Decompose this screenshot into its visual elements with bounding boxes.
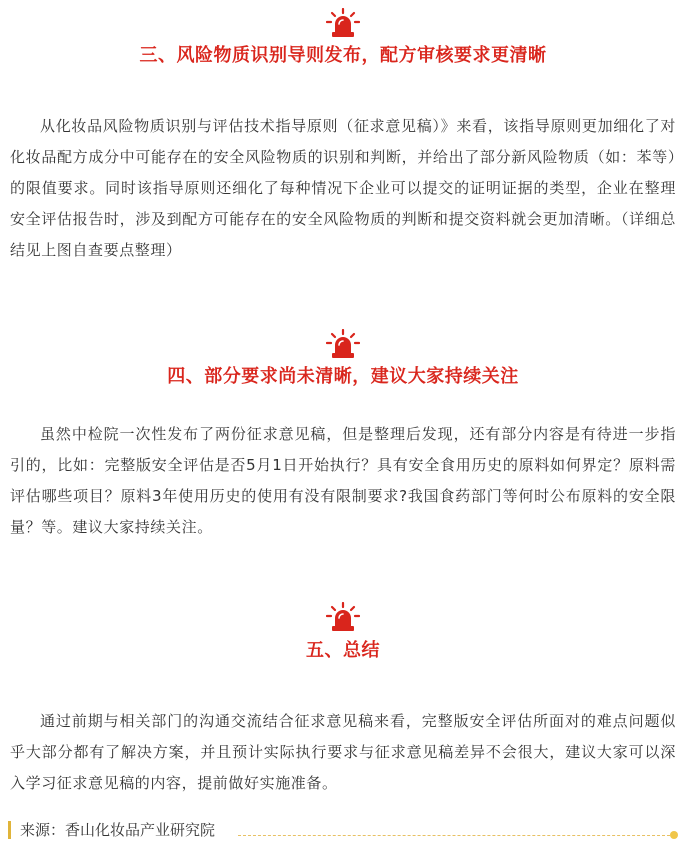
source-divider	[238, 835, 670, 837]
source-footer	[8, 818, 680, 844]
section-paragraph-5: 通过前期与相关部门的沟通交流结合征求意见稿来看，完整版安全评估所面对的难点问题似乎大部分都有了解决方案，并且预计实际执行要求与征求意见稿差异不会很大，建议大家可以深入学习征求意见稿的内容，提前做好实施准备。	[10, 712, 676, 792]
alarm-light-icon	[326, 8, 360, 38]
section-heading-5: 五、总结	[306, 640, 380, 661]
source-dot-icon	[670, 831, 678, 839]
section-heading-4: 四、部分要求尚未清晰，建议大家持续关注	[167, 366, 519, 387]
section-paragraph-3: 从化妆品风险物质识别与评估技术指导原则（征求意见稿）》来看，该指导原则更加细化了对化妆品配方成分中可能存在的安全风险物质的识别和判断，并给出了部分新风险物质（如：苯等）的限值要求。同时该指导原则还细化了每种情况下企业可以提交的证明证据的类型，企业在整理安全评估报告时，涉及到配方可能存在的安全风险物质的判断和提交资料就会更加清晰。（详细总结见上图自查要点整理）	[10, 117, 676, 259]
source-text: 来源：香山化妆品产业研究院	[20, 821, 216, 839]
source-accent-bar	[8, 821, 11, 839]
section-heading-3: 三、风险物质识别导则发布，配方审核要求更清晰	[139, 45, 547, 66]
section-paragraph-4: 虽然中检院一次性发布了两份征求意见稿，但是整理后发现，还有部分内容是有待进一步指引的，比如：完整版安全评估是否5月1日开始执行？具有安全食用历史的原料如何界定？原料需评估哪些项目？原料3年使用历史的使用有没有限制要求?我国食药部门等何时公布原料的安全限量？等。建议大家持续关注。	[10, 425, 676, 536]
alarm-light-icon	[326, 329, 360, 359]
alarm-light-icon	[326, 602, 360, 632]
